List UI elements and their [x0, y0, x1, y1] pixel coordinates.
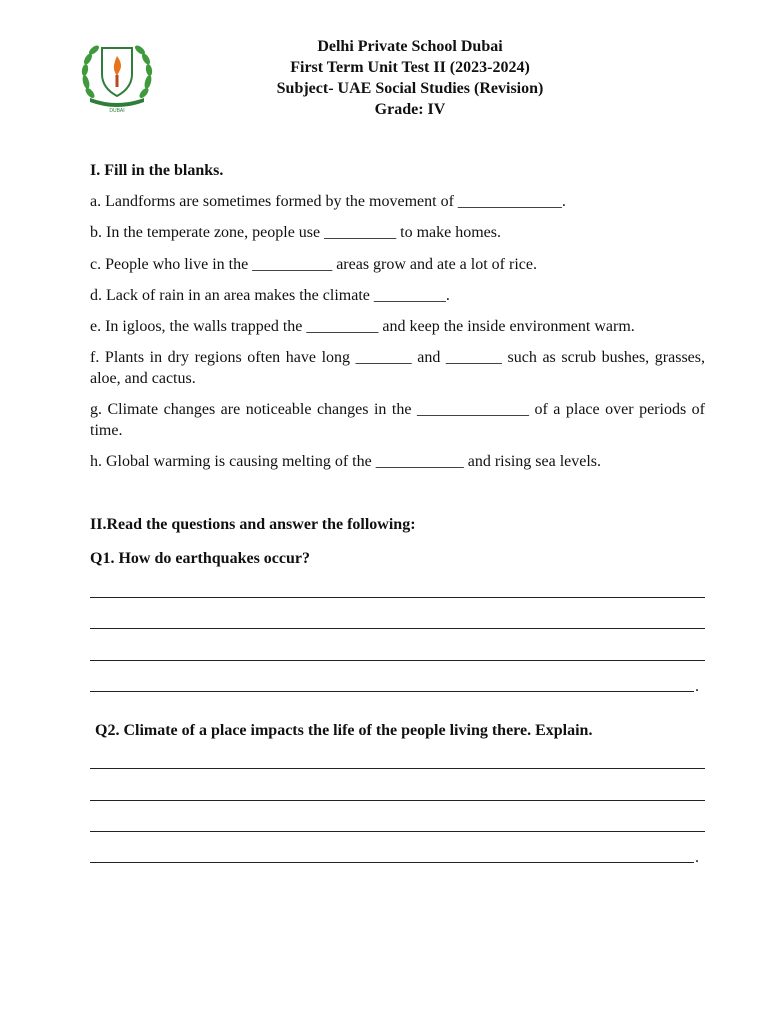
blank-question-c: c. People who live in the __________ areas grow and ate a lot of rice.	[90, 256, 537, 273]
blank-question-b: b. In the temperate zone, people use _________ to make homes.	[90, 224, 501, 241]
answer-line-q1-1[interactable]	[90, 597, 705, 598]
subject-line: Subject- UAE Social Studies (Revision)	[276, 80, 544, 97]
torch-icon	[116, 75, 119, 87]
answer-line-q1-4[interactable]	[90, 691, 694, 692]
answer-line-q2-2[interactable]	[90, 800, 705, 801]
grade-line: Grade: IV	[374, 101, 446, 118]
exam-title: First Term Unit Test II (2023-2024)	[290, 59, 530, 76]
answer-line-q2-4[interactable]	[90, 862, 694, 863]
answer-line-q2-3[interactable]	[90, 831, 705, 832]
document-header	[200, 36, 620, 120]
blank-question-d: d. Lack of rain in an area makes the climate _________.	[90, 287, 450, 304]
blank-question-e: e. In igloos, the walls trapped the _________ and keep the inside environment warm.	[90, 318, 635, 335]
section-1-heading: I. Fill in the blanks.	[90, 162, 224, 179]
section-2-heading: II.Read the questions and answer the following:	[90, 516, 416, 533]
answer-end-mark-q2: .	[695, 849, 699, 866]
answer-line-q1-3[interactable]	[90, 660, 705, 661]
logo-caption: DUBAI	[109, 108, 125, 114]
school-name: Delhi Private School Dubai	[317, 38, 503, 55]
blank-question-h: h. Global warming is causing melting of the ___________ and rising sea levels.	[90, 453, 602, 470]
blank-question-a: a. Landforms are sometimes formed by the movement of _____________.	[90, 193, 566, 210]
ribbon-icon	[90, 98, 144, 107]
answer-line-q1-2[interactable]	[90, 628, 705, 629]
question-1: Q1. How do earthquakes occur?	[90, 550, 310, 567]
answer-end-mark-q1: .	[695, 678, 699, 695]
blank-question-f: f. Plants in dry regions often have long _______ and _______ such as scrub bushes, grasses, aloe, and cactus.	[90, 349, 705, 387]
blank-question-g: g. Climate changes are noticeable changes in the ______________ of a place over periods of time.	[90, 401, 705, 439]
question-2: Q2. Climate of a place impacts the life of the people living there. Explain.	[95, 722, 593, 739]
school-logo	[78, 38, 156, 114]
answer-line-q2-1[interactable]	[90, 768, 705, 769]
